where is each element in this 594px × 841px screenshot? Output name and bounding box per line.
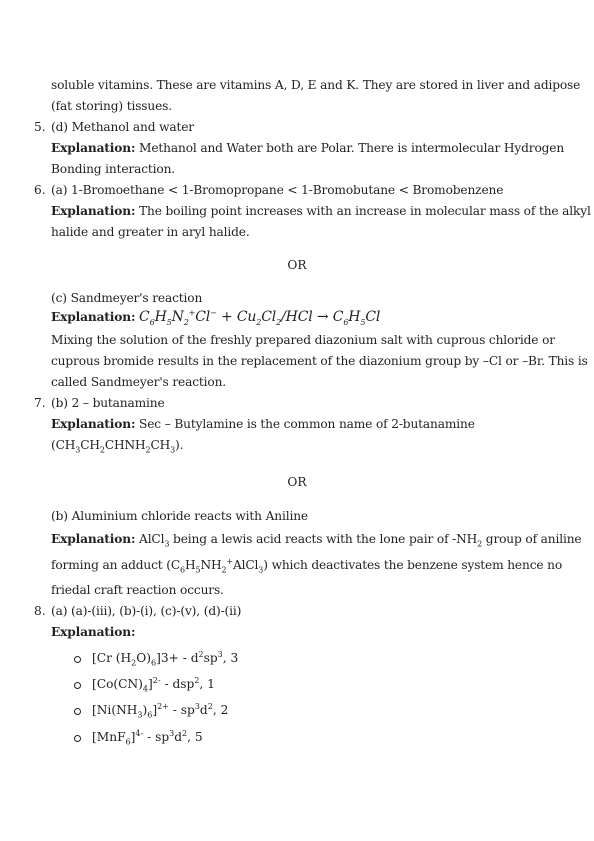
text-line: Mixing the solution of the freshly prepared diazonium salt with cuprous chloride or bbox=[51, 333, 555, 347]
explanation-line bbox=[51, 203, 591, 219]
explanation-label: Explanation: bbox=[51, 417, 136, 431]
list-item: $[MnF_6]^{4-} - sp^3d^2$, 5 bbox=[92, 728, 203, 747]
explanation-label: Explanation: bbox=[51, 204, 136, 218]
list-item: $[Co(CN)_4]^{2-} - dsp^2$, 1 bbox=[92, 675, 215, 694]
answer-line: (a) (a)-(iii), (b)-(i), (c)-(v), (d)-(ii) bbox=[51, 604, 242, 618]
bullet-icon bbox=[74, 682, 81, 689]
answer-line: (b) 2 – butanamine bbox=[51, 396, 165, 410]
explanation-line bbox=[51, 140, 564, 156]
text-line: halide and greater in aryl halide. bbox=[51, 225, 250, 239]
answer-line: (a) 1-Bromoethane < 1-Bromopropane < 1-Bromobutane < Bromobenzene bbox=[51, 183, 504, 197]
text-line: (fat storing) tissues. bbox=[51, 99, 172, 113]
list-item: $[Ni(NH_3)_6]^{2+} - sp^3d^2$, 2 bbox=[92, 701, 229, 720]
explanation-text: The boiling point increases with an increase in molecular mass of the alkyl bbox=[135, 204, 591, 218]
or-separator: OR bbox=[287, 475, 307, 489]
question-number: 5. bbox=[34, 120, 46, 134]
text-line: Bonding interaction. bbox=[51, 162, 175, 176]
explanation-label: Explanation: bbox=[51, 141, 136, 155]
formula-line: $(CH_3CH_2CHNH_2CH_3)$. bbox=[51, 438, 184, 455]
text-line: called Sandmeyer's reaction. bbox=[51, 375, 227, 389]
answer-line: (c) Sandmeyer's reaction bbox=[51, 291, 203, 305]
text-line: forming an adduct $(C_6H_5NH_2^+AlCl_3)$ which deactivates the benzene system hence no bbox=[51, 556, 563, 575]
explanation-label: Explanation: bbox=[51, 310, 136, 324]
bullet-icon bbox=[74, 656, 81, 663]
list-item: [Cr $(H_2O)_6]3+ - d^2sp^3$, 3 bbox=[92, 649, 239, 668]
explanation-label: Explanation: bbox=[51, 532, 136, 546]
text-line: soluble vitamins. These are vitamins A, D, E and K. They are stored in liver and adipose bbox=[51, 78, 581, 92]
answer-line: (b) Aluminium chloride reacts with Aniline bbox=[51, 509, 308, 523]
explanation-label: Explanation: bbox=[51, 625, 136, 639]
answer-line: (d) Methanol and water bbox=[51, 120, 194, 134]
explanation-line bbox=[51, 624, 135, 640]
reaction-equation: $C_6H_5N_2^+Cl^- + Cu_2Cl_2/HCl \to C_6H_5Cl$ bbox=[139, 308, 381, 327]
question-number: 8. bbox=[34, 604, 46, 618]
question-number: 6. bbox=[34, 183, 46, 197]
explanation-line bbox=[51, 416, 475, 432]
or-separator: OR bbox=[287, 258, 307, 272]
bullet-icon bbox=[74, 735, 81, 742]
explanation-line: Explanation: AlCl$_3$ being a lewis acid reacts with the lone pair of $-NH_2$ group of aniline bbox=[51, 532, 582, 549]
explanation-text: Sec – Butylamine is the common name of 2-butanamine bbox=[135, 417, 475, 431]
question-number: 7. bbox=[34, 396, 46, 410]
bullet-icon bbox=[74, 708, 81, 715]
explanation-text: Methanol and Water both are Polar. There is intermolecular Hydrogen bbox=[135, 141, 565, 155]
explanation-line bbox=[51, 309, 380, 325]
text-line: cuprous bromide results in the replacement of the diazonium group by –Cl or –Br. This is bbox=[51, 354, 588, 368]
text-line: friedal craft reaction occurs. bbox=[51, 583, 224, 597]
